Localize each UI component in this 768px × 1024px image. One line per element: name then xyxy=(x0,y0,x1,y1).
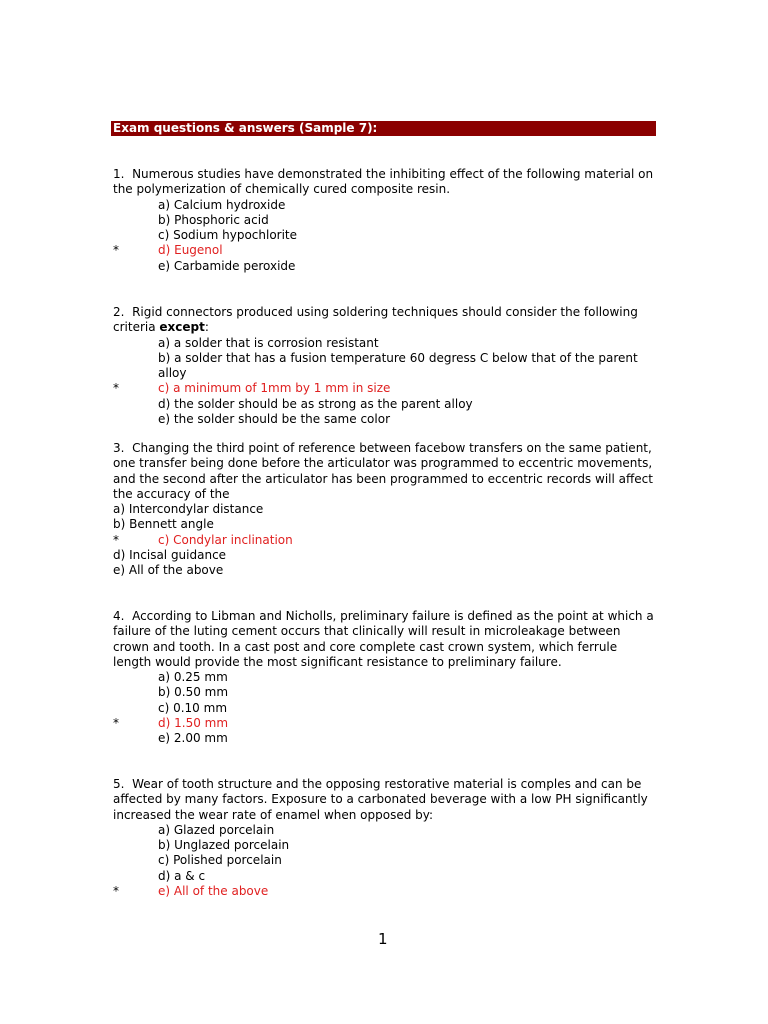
question-stem: 4. According to Libman and Nicholls, preliminary failure is defined as the point at which a failure of the luting cement occurs that clinically will result in microleakage between crown and tooth. In a cast post and core complete cast crown system, which ferrule length would provide the most significant resistance to preliminary failure. xyxy=(113,609,658,669)
option-a: a) Intercondylar distance xyxy=(113,502,264,517)
section-header: Exam questions & answers (Sample 7): xyxy=(111,121,656,136)
question-stem: 1. Numerous studies have demonstrated the inhibiting effect of the following material on the polymerization of chemically cured composite resin. xyxy=(113,167,657,197)
correct-marker: * xyxy=(113,884,119,899)
option-a: a) Glazed porcelain xyxy=(158,822,275,837)
correct-marker: * xyxy=(113,532,119,547)
option-d-correct xyxy=(113,243,658,258)
option-e-correct xyxy=(113,884,658,899)
option-text: d) Eugenol xyxy=(158,243,223,258)
question-1 xyxy=(113,167,658,274)
page-number: 1 xyxy=(378,930,388,948)
option-b: b) a solder that has a fusion temperature 60 degress C below that of the parent alloy xyxy=(158,350,638,381)
stem-text-end: : xyxy=(204,320,209,335)
option-c-correct xyxy=(113,381,658,396)
correct-marker: * xyxy=(113,243,119,258)
option-b: b) Phosphoric acid xyxy=(158,212,269,227)
option-c: c) 0.10 mm xyxy=(158,700,228,715)
option-a: a) a solder that is corrosion resistant xyxy=(158,335,379,350)
option-c: c) Polished porcelain xyxy=(158,853,282,868)
option-d: d) a & c xyxy=(158,868,206,883)
correct-marker: * xyxy=(113,716,119,731)
stem-text: 2. Rigid connectors produced using soldering techniques should consider the following criteria xyxy=(113,305,642,335)
option-text: d) 1.50 mm xyxy=(158,716,229,731)
option-text: e) All of the above xyxy=(158,884,269,899)
question-stem xyxy=(113,305,658,336)
option-b: b) Unglazed porcelain xyxy=(158,838,290,853)
option-b: b) 0.50 mm xyxy=(158,685,229,700)
option-e: e) Carbamide peroxide xyxy=(158,258,296,273)
question-3 xyxy=(113,441,658,579)
option-text: c) a minimum of 1mm by 1 mm in size xyxy=(158,381,391,396)
option-d-correct xyxy=(113,716,658,731)
option-e: e) All of the above xyxy=(113,563,224,578)
option-a: a) 0.25 mm xyxy=(158,670,228,685)
question-stem: 3. Changing the third point of reference between facebow transfers on the same patient, one transfer being done before the articulator was programmed to eccentric movements, and the second after the articulator has been programmed to eccentric records will affect the accuracy of the xyxy=(113,441,657,501)
option-e: e) the solder should be the same color xyxy=(158,412,390,427)
option-e: e) 2.00 mm xyxy=(158,731,228,746)
option-c-correct xyxy=(113,533,658,548)
option-d: d) the solder should be as strong as the parent alloy xyxy=(158,396,473,411)
correct-marker: * xyxy=(113,381,119,396)
option-a: a) Calcium hydroxide xyxy=(158,197,286,212)
option-c: c) Sodium hypochlorite xyxy=(158,228,298,243)
question-stem: 5. Wear of tooth structure and the opposing restorative material is comples and can be affected by many factors. Exposure to a carbonated beverage with a low PH significantly increased the wear rate of enamel when opposed by: xyxy=(113,777,652,822)
option-d: d) Incisal guidance xyxy=(113,548,227,563)
option-text: c) Condylar inclination xyxy=(158,532,293,547)
question-5 xyxy=(113,777,658,899)
stem-emphasis: except xyxy=(159,320,205,335)
question-2 xyxy=(113,305,658,427)
question-4 xyxy=(113,609,658,747)
option-b: b) Bennett angle xyxy=(113,517,214,532)
